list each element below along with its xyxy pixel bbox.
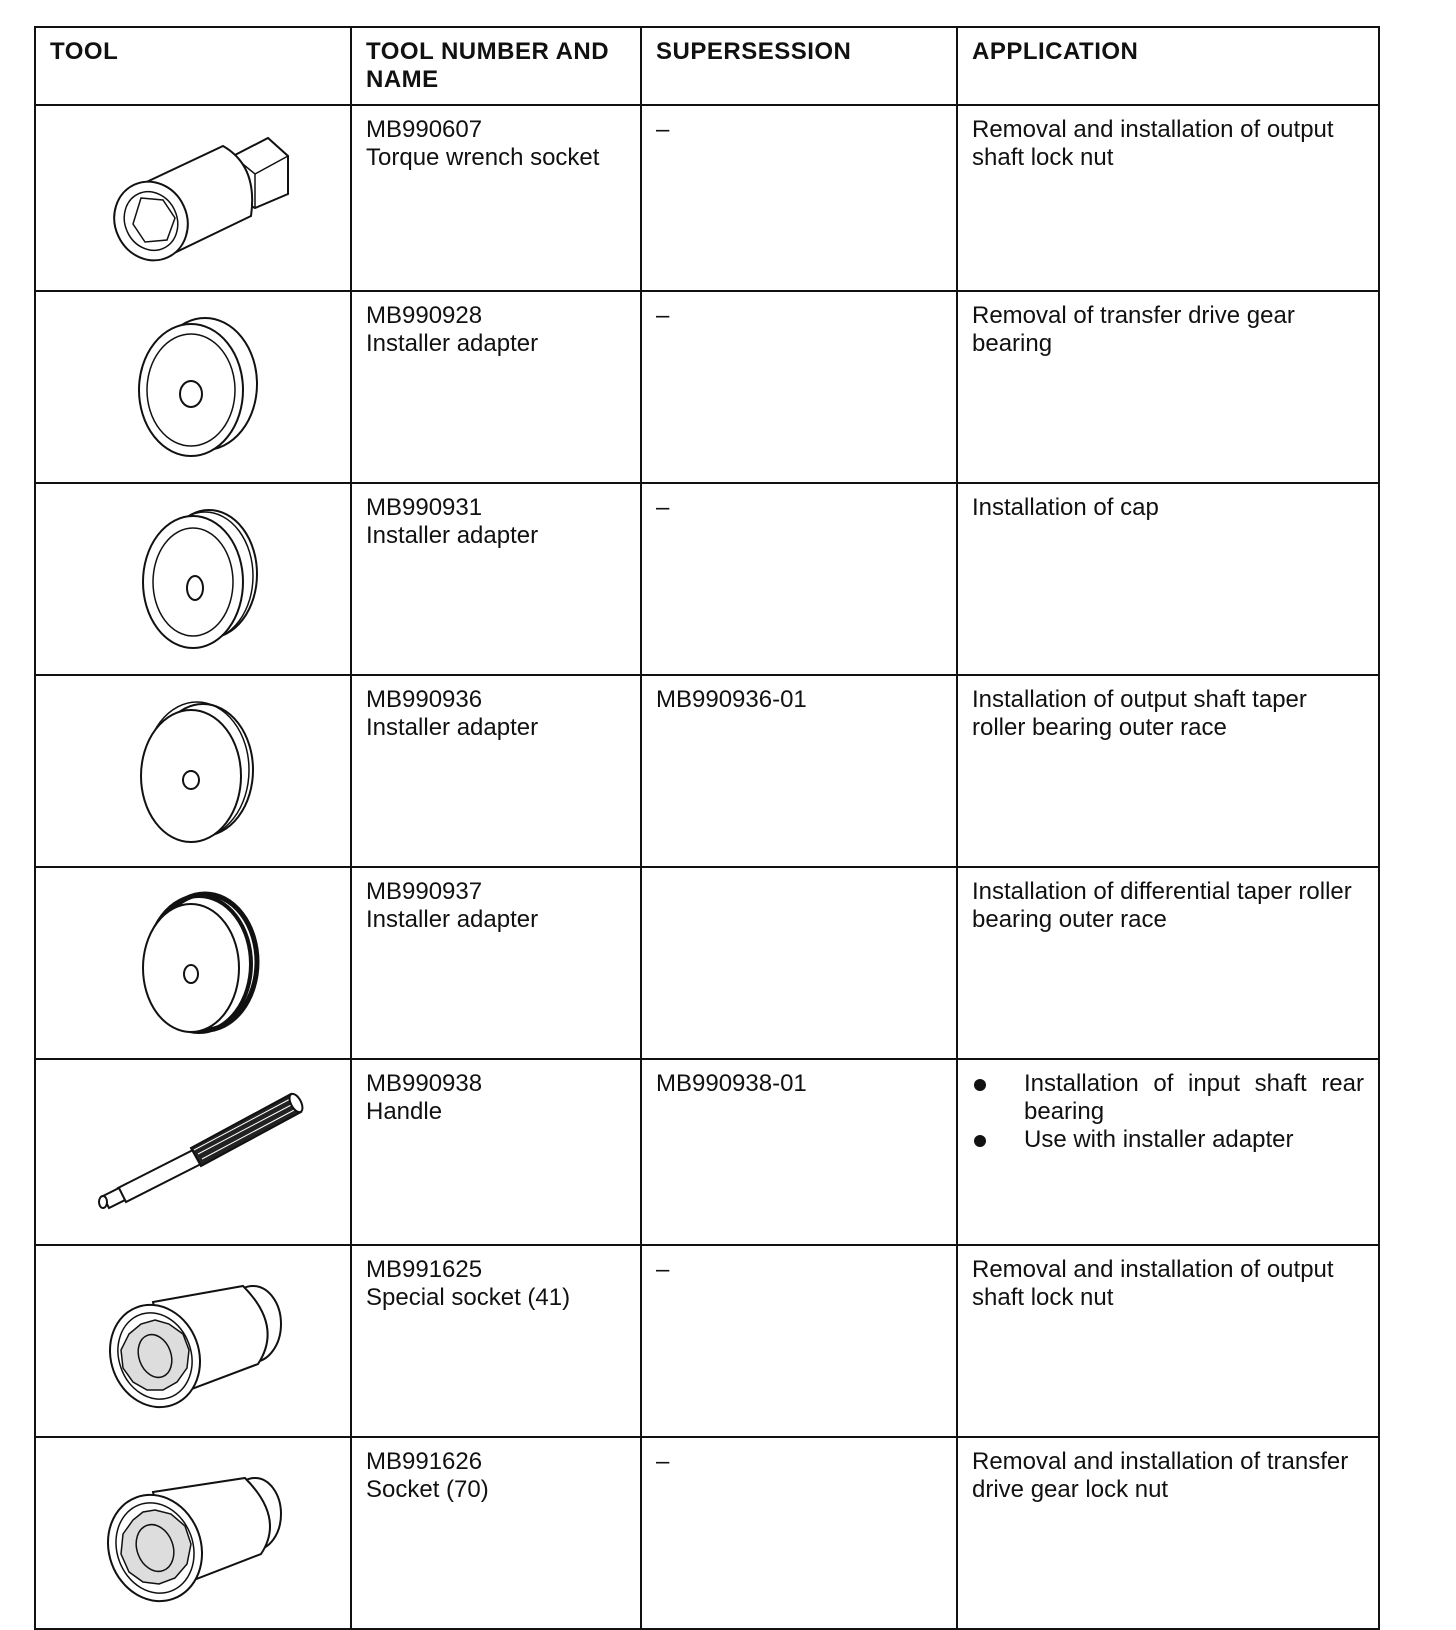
header-tool-number-and-name: TOOL NUMBER AND NAME (351, 27, 641, 105)
application-bullet-list (972, 1070, 1364, 1154)
supersession-cell (641, 867, 957, 1059)
tool-number-name-cell (351, 105, 641, 291)
tool-number-name-cell (351, 483, 641, 675)
supersession-cell: – (641, 1437, 957, 1629)
application-cell: Removal of transfer drive gear bearing (957, 291, 1379, 483)
tool-number-name-cell (351, 1245, 641, 1437)
tool-image-cell (35, 1245, 351, 1437)
installer-adapter-icon (93, 878, 293, 1048)
tool-name: Installer adapter (366, 330, 539, 357)
tool-name: Installer adapter (366, 522, 539, 549)
installer-adapter-icon (93, 302, 293, 472)
tool-name: Handle (366, 1098, 443, 1125)
tool-image-cell (35, 867, 351, 1059)
table-row (35, 867, 1379, 1059)
tool-number-name-cell (351, 1059, 641, 1245)
tool-number-name-cell (351, 1437, 641, 1629)
header-application: APPLICATION (957, 27, 1379, 105)
handle-icon (73, 1070, 313, 1230)
supersession-cell: – (641, 1245, 957, 1437)
application-cell: Removal and installation of output shaft lock nut (957, 105, 1379, 291)
supersession-cell: MB990936-01 (641, 675, 957, 867)
socket-icon (83, 1448, 303, 1618)
tool-number: MB991625 (366, 1256, 483, 1283)
bullet-icon (974, 1079, 986, 1091)
bullet-text: Installation of input shaft rear bearing (1024, 1070, 1364, 1125)
table-row (35, 291, 1379, 483)
tool-name: Installer adapter (366, 906, 539, 933)
tool-image-cell (35, 1059, 351, 1245)
application-cell: Installation of output shaft taper roller bearing outer race (957, 675, 1379, 867)
tool-image-cell (35, 105, 351, 291)
bullet-text: Use with installer adapter (1024, 1126, 1294, 1153)
bullet-icon (974, 1135, 986, 1147)
tool-number: MB990928 (366, 302, 483, 329)
tool-number: MB991626 (366, 1448, 483, 1475)
tool-number: MB990931 (366, 494, 483, 521)
tool-number: MB990937 (366, 878, 483, 905)
supersession-cell: – (641, 105, 957, 291)
table-row (35, 675, 1379, 867)
tool-name: Special socket (41) (366, 1284, 571, 1311)
table-row (35, 1245, 1379, 1437)
supersession-cell: – (641, 291, 957, 483)
header-row (35, 27, 1379, 105)
table-row (35, 105, 1379, 291)
tool-name: Torque wrench socket (366, 144, 600, 171)
table-row (35, 483, 1379, 675)
table-row (35, 1059, 1379, 1245)
tool-number-name-cell (351, 291, 641, 483)
tool-image-cell (35, 675, 351, 867)
application-cell: Removal and installation of transfer drive gear lock nut (957, 1437, 1379, 1629)
tool-number-name-cell (351, 867, 641, 1059)
torque-wrench-socket-icon (83, 116, 303, 276)
tool-number: MB990938 (366, 1070, 483, 1097)
table-row (35, 1437, 1379, 1629)
header-tool: TOOL (35, 27, 351, 105)
application-cell: Installation of differential taper roller bearing outer race (957, 867, 1379, 1059)
tool-number: MB990936 (366, 686, 483, 713)
supersession-cell: MB990938-01 (641, 1059, 957, 1245)
list-item (972, 1126, 1364, 1154)
tool-image-cell (35, 1437, 351, 1629)
list-item (972, 1070, 1364, 1126)
tool-number-name-cell (351, 675, 641, 867)
tool-image-cell (35, 483, 351, 675)
installer-adapter-icon (93, 686, 293, 856)
tool-number: MB990607 (366, 116, 483, 143)
special-tools-table (34, 26, 1380, 1630)
application-cell: Removal and installation of output shaft lock nut (957, 1245, 1379, 1437)
special-socket-icon (83, 1256, 303, 1426)
tool-name: Installer adapter (366, 714, 539, 741)
application-cell: Installation of cap (957, 483, 1379, 675)
header-supersession: SUPERSESSION (641, 27, 957, 105)
application-cell (957, 1059, 1379, 1245)
tool-image-cell (35, 291, 351, 483)
installer-adapter-icon (93, 494, 293, 664)
tool-name: Socket (70) (366, 1476, 489, 1503)
supersession-cell: – (641, 483, 957, 675)
